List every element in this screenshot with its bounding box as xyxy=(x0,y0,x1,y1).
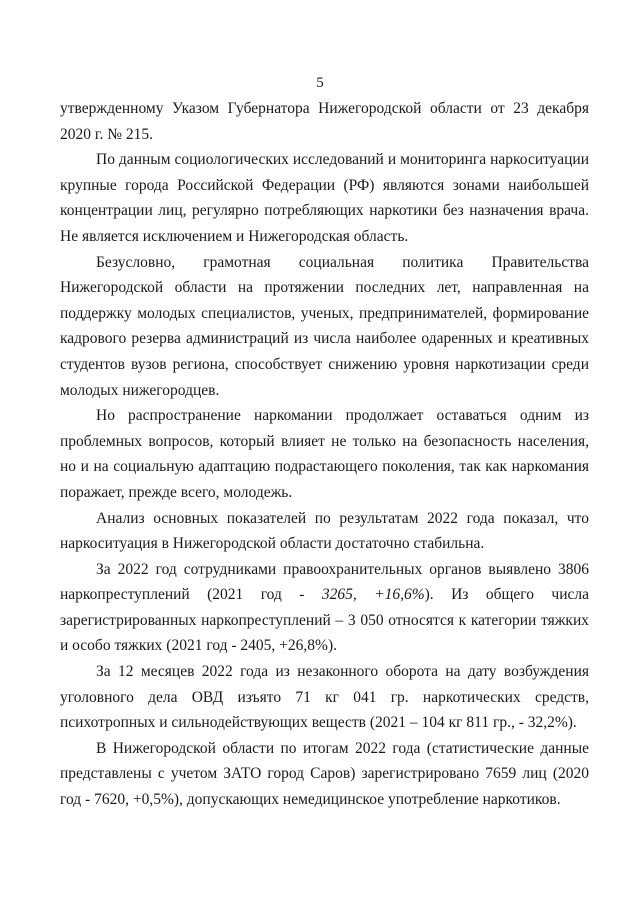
crimes-text-after: ). Из общего числа зарегистрированных наркопреступлений – 3 050 относятся к категории тяжких и особо тяжких (2021 год - 2405, +26,8%). xyxy=(60,586,589,655)
paragraph-drug-problem: Но распространение наркомании продолжает оставаться одним из проблемных вопросов, который влияет не только на безопасность населения, но и на социальную адаптацию подрастающего поколения, так как наркомания поражает, прежде всего, молодежь. xyxy=(60,407,589,501)
page-number: 5 xyxy=(316,75,324,91)
paragraph-monitoring: По данным социологических исследований и мониторинга наркоситуации крупные города Российской Федерации (РФ) являются зонами наибольшей концентрации лиц, регулярно потребляющих наркотики без назначения врача. Не является исключением и Нижегородская область. xyxy=(60,151,589,245)
paragraph-continuation: утвержденному Указом Губернатора Нижегородской области от 23 декабря 2020 г. № 215. xyxy=(60,100,589,143)
paragraph-social-policy: Безусловно, грамотная социальная политика Правительства Нижегородской области на протяжении последних лет, направленная на поддержку молодых специалистов, ученых, предпринимателей, формирование кадрового резерва администраций из числа наиболее одаренных и креативных студентов вузов региона, способствует снижению уровня наркотизации среди молодых нижегородцев. xyxy=(60,253,589,399)
crimes-text-italic: 3265, +16,6% xyxy=(321,586,425,604)
paragraph-crimes xyxy=(60,557,589,659)
crimes-text-before: За 2022 год сотрудниками правоохранительных органов выявлено 3806 наркопреступлений (2021 год - xyxy=(60,560,589,604)
document-body xyxy=(60,96,589,813)
paragraph-analysis: Анализ основных показателей по результатам 2022 года показал, что наркоситуация в Нижегородской области достаточно стабильна. xyxy=(60,509,589,553)
paragraph-seizures: За 12 месяцев 2022 года из незаконного оборота на дату возбуждения уголовного дела ОВД изъято 71 кг 041 гр. наркотических средств, психотропных и сильнодействующих веществ (2021 – 104 кг 811 гр., - 32,2%). xyxy=(60,663,589,732)
paragraph-registered-users: В Нижегородской области по итогам 2022 года (статистические данные представлены с учетом ЗАТО город Саров) зарегистрировано 7659 лиц (2020 год - 7620, +0,5%), допускающих немедицинское употребление наркотиков. xyxy=(60,739,589,809)
